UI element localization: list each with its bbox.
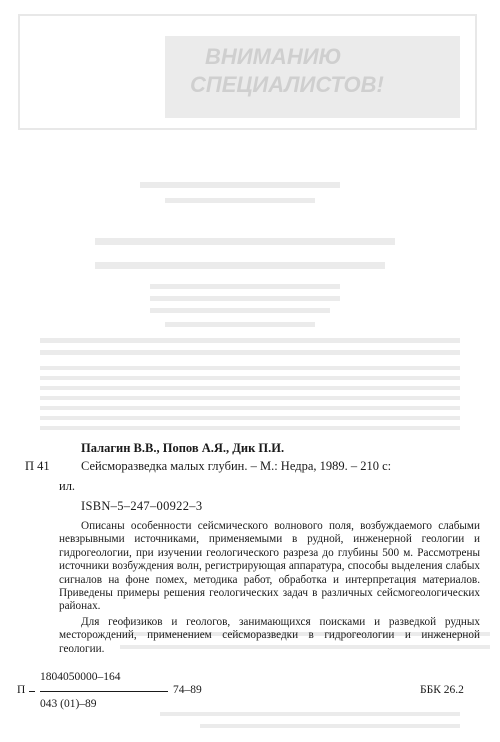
authors: Палагин В.В., Попов А.Я., Дик П.И. bbox=[81, 441, 285, 455]
index-fraction-lead bbox=[29, 691, 35, 692]
ghost-text-line bbox=[165, 322, 315, 327]
ghost-banner-line2: СПЕЦИАЛИСТОВ! bbox=[190, 72, 384, 97]
ghost-text-line bbox=[40, 350, 460, 355]
ghost-text-line bbox=[200, 724, 460, 728]
ghost-text-line bbox=[40, 366, 460, 370]
ghost-banner-line1: ВНИМАНИЮ bbox=[205, 44, 342, 69]
index-number: 1804050000–164 bbox=[40, 671, 121, 683]
ghost-text-line bbox=[40, 416, 460, 420]
ghost-text-line bbox=[40, 406, 460, 410]
ghost-text-line bbox=[160, 712, 460, 716]
ghost-text-line bbox=[40, 338, 460, 343]
ghost-text-line bbox=[165, 198, 315, 203]
index-prefix: П bbox=[17, 684, 26, 696]
index-series: 74–89 bbox=[173, 684, 202, 696]
ghost-text-line bbox=[40, 396, 460, 400]
ghost-text-line bbox=[40, 426, 460, 430]
ghost-text-line bbox=[95, 262, 385, 269]
ghost-text-line bbox=[150, 296, 340, 301]
index-fraction-line bbox=[40, 691, 168, 692]
isbn: ISBN–5–247–00922–3 bbox=[81, 499, 203, 513]
classification-code: П 41 bbox=[25, 459, 50, 473]
index-denominator: 043 (01)–89 bbox=[40, 698, 97, 710]
abstract bbox=[59, 520, 480, 656]
ghost-text-line bbox=[150, 284, 340, 289]
abstract-paragraph: Описаны особенности сейсмического волнового поля, возбуждаемого слабыми невзрывными источниками, применяемыми в рудной, инженерной геологии и гидрогеологии, при изучении геологического разреза до глубины 500 м. Рассмотрены источники возбуждения волн, регистрирующая аппаратура, способы выделения слабых сигналов на фоне помех, методика работ, обработка и интерпретация материалов. Приведены примеры решения геологических задач в различных сейсмогеологических районах. bbox=[59, 520, 480, 613]
ghost-text-line bbox=[40, 376, 460, 380]
ghost-text-line bbox=[150, 308, 330, 313]
abstract-paragraph: Для геофизиков и геологов, занимающихся поисками и разведкой рудных месторождений, применением сейсморазведки в гидрогеологии и инженерной геологии. bbox=[59, 615, 480, 655]
book-title-line: Сейсморазведка малых глубин. – М.: Недра, 1989. – 210 с: bbox=[81, 459, 392, 473]
ghost-text-line bbox=[140, 182, 340, 188]
book-title-continuation: ил. bbox=[59, 479, 76, 493]
ghost-text-line bbox=[95, 238, 395, 245]
bbk-code: ББК 26.2 bbox=[420, 684, 464, 696]
ghost-text-line bbox=[40, 386, 460, 390]
